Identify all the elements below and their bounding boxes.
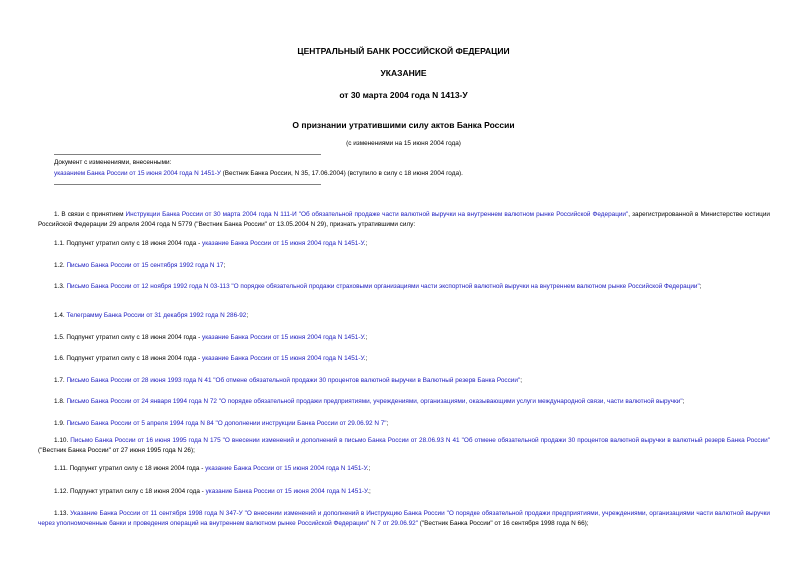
divider-top [54,154,321,155]
reference-link[interactable]: Телеграмму Банка России от 31 декабря 1992 года N 286-92 [66,312,247,319]
issuer-heading: ЦЕНТРАЛЬНЫЙ БАНК РОССИЙСКОЙ ФЕДЕРАЦИИ [297,46,510,56]
paragraph-text: ; [246,312,249,319]
reference-link[interactable]: Указание Банка России от 11 сентября 1998 года N 347-У "О внесении изменений и дополнений в Инструкцию Банка России "О порядке обязательной продажи предприятиями, учреждениями, организациями части валютной выручки через уполномоченные банки и проведения операций на внутреннем валютном рынке Российской Федерации" N 7 от 29.06.92" [38,510,770,527]
reference-link[interactable]: указание Банка России от 15 июня 2004 года N 1451-У [202,240,364,247]
paragraph-text: ; [699,283,702,290]
doc-type-heading: УКАЗАНИЕ [380,68,427,78]
paragraph-text: 1.10. [54,437,71,444]
reference-link[interactable]: указание Банка России от 15 июня 2004 года N 1451-У [202,355,364,362]
paragraph-text: ("Вестник Банка России" от 16 сентября 1998 года N 66); [418,520,589,527]
paragraph [38,487,770,497]
paragraph [38,354,770,364]
paragraph [38,464,770,474]
reference-link[interactable]: Письмо Банка России от 15 сентября 1992 года N 17 [66,262,224,269]
paragraph-text: 1.12. Подпункт утратил силу с 18 июня 2004 года - [54,488,206,495]
reference-link[interactable]: указание Банка России от 15 июня 2004 года N 1451-У [205,488,368,495]
paragraph-text: ("Вестник Банка России" от 27 июня 1995 года N 26); [38,447,195,454]
paragraph-text: 1.4. [54,312,67,319]
paragraph [38,239,770,249]
paragraph-text: ; [223,262,226,269]
reference-link[interactable]: указание Банка России от 15 июня 2004 года N 1451-У [202,334,364,341]
paragraph-text: .; [366,465,371,472]
reference-link[interactable]: Письмо Банка России от 28 июня 1993 года N 41 "Об отмене обязательной продажи 30 процентов валютной выручки в Валютный резерв Банка России" [66,377,521,384]
paragraph-text: , зарегистрированной в Министерстве юстиции Российской Федерации 29 апреля 2004 года N 5779 ("Вестник Банка России" от 13.05.2004 N 29), признать утратившими силу: [38,211,770,228]
paragraph [38,282,770,292]
paragraph-text: 1.2. [54,262,67,269]
paragraph-text: 1.7. [54,377,67,384]
paragraph-text: ; [682,398,685,405]
paragraph-text: 1.1. Подпункт утратил силу с 18 июня 2004 года - [54,240,203,247]
paragraph-text: 1.8. [54,398,67,405]
paragraph-text: .; [367,488,371,495]
paragraph [38,509,770,529]
paragraph-text: 1.13. [54,510,71,517]
reference-link[interactable]: Письмо Банка России от 12 ноября 1992 года N 03-113 "О порядке обязательной продажи страховыми организациями части экспортной валютной выручки на внутреннем валютном рынке Российской Федерации" [66,283,700,290]
reference-link[interactable]: указание Банка России от 15 июня 2004 года N 1451-У [205,465,367,472]
paragraph-text: 1.11. Подпункт утратил силу с 18 июня 2004 года - [54,465,206,472]
paragraph-text: ; [386,420,389,427]
reference-link[interactable]: Инструкции Банка России от 30 марта 2004 года N 111-И "Об обязательной продаже части валютной выручки на внутреннем валютном рынке Российской Федерации" [125,211,629,218]
amendment-details: (Вестник Банка России, N 35, 17.06.2004) (вступило в силу с 18 июня 2004 года). [220,170,463,177]
paragraph-text: 1.6. Подпункт утратил силу с 18 июня 2004 года - [54,355,203,362]
amendment-link[interactable]: указанием Банка России от 15 июня 2004 года N 1451-У [54,170,221,177]
paragraph [38,210,770,230]
edition-note: (с изменениями на 15 июня 2004 года) [346,140,461,147]
paragraph [38,333,770,343]
divider-bottom [54,184,321,185]
paragraph-text: ; [520,377,522,384]
reference-link[interactable]: Письмо Банка России от 5 апреля 1994 года N 84 "О дополнении инструкции Банка России от 29.06.92 N 7" [66,420,387,427]
paragraph-text: 1. В связи с принятием [54,211,126,218]
paragraph [38,397,770,407]
reference-link[interactable]: Письмо Банка России от 16 июня 1995 года N 175 "О внесении изменений и дополнений в письмо Банка России от 28.06.93 N 41 "Об отмене обязательной продажи 30 процентов валютной выручки в валютный резерв Банка России" [70,437,770,444]
paragraph [38,436,770,456]
paragraph [38,311,770,321]
paragraph-text: 1.9. [54,420,67,427]
amendments-line [54,170,463,177]
paragraph [38,261,770,271]
paragraph-text: .; [363,240,368,247]
reference-link[interactable]: Письмо Банка России от 24 января 1994 года N 72 "О порядке обязательной продажи предприятиями, учреждениями, организациями, оказывающими услуги международной связи, части валютной выручки" [66,398,683,405]
paragraph-text: 1.5. Подпункт утратил силу с 18 июня 2004 года - [54,334,203,341]
paragraph [38,376,770,386]
paragraph [38,419,770,429]
doc-title: О признании утратившими силу актов Банка России [292,120,515,130]
doc-date-number: от 30 марта 2004 года N 1413-У [339,90,468,100]
amendments-lead: Документ с изменениями, внесенными: [54,159,172,166]
paragraph-text: 1.3. [54,283,67,290]
paragraph-text: .; [363,355,368,362]
paragraph-text: .; [363,334,368,341]
